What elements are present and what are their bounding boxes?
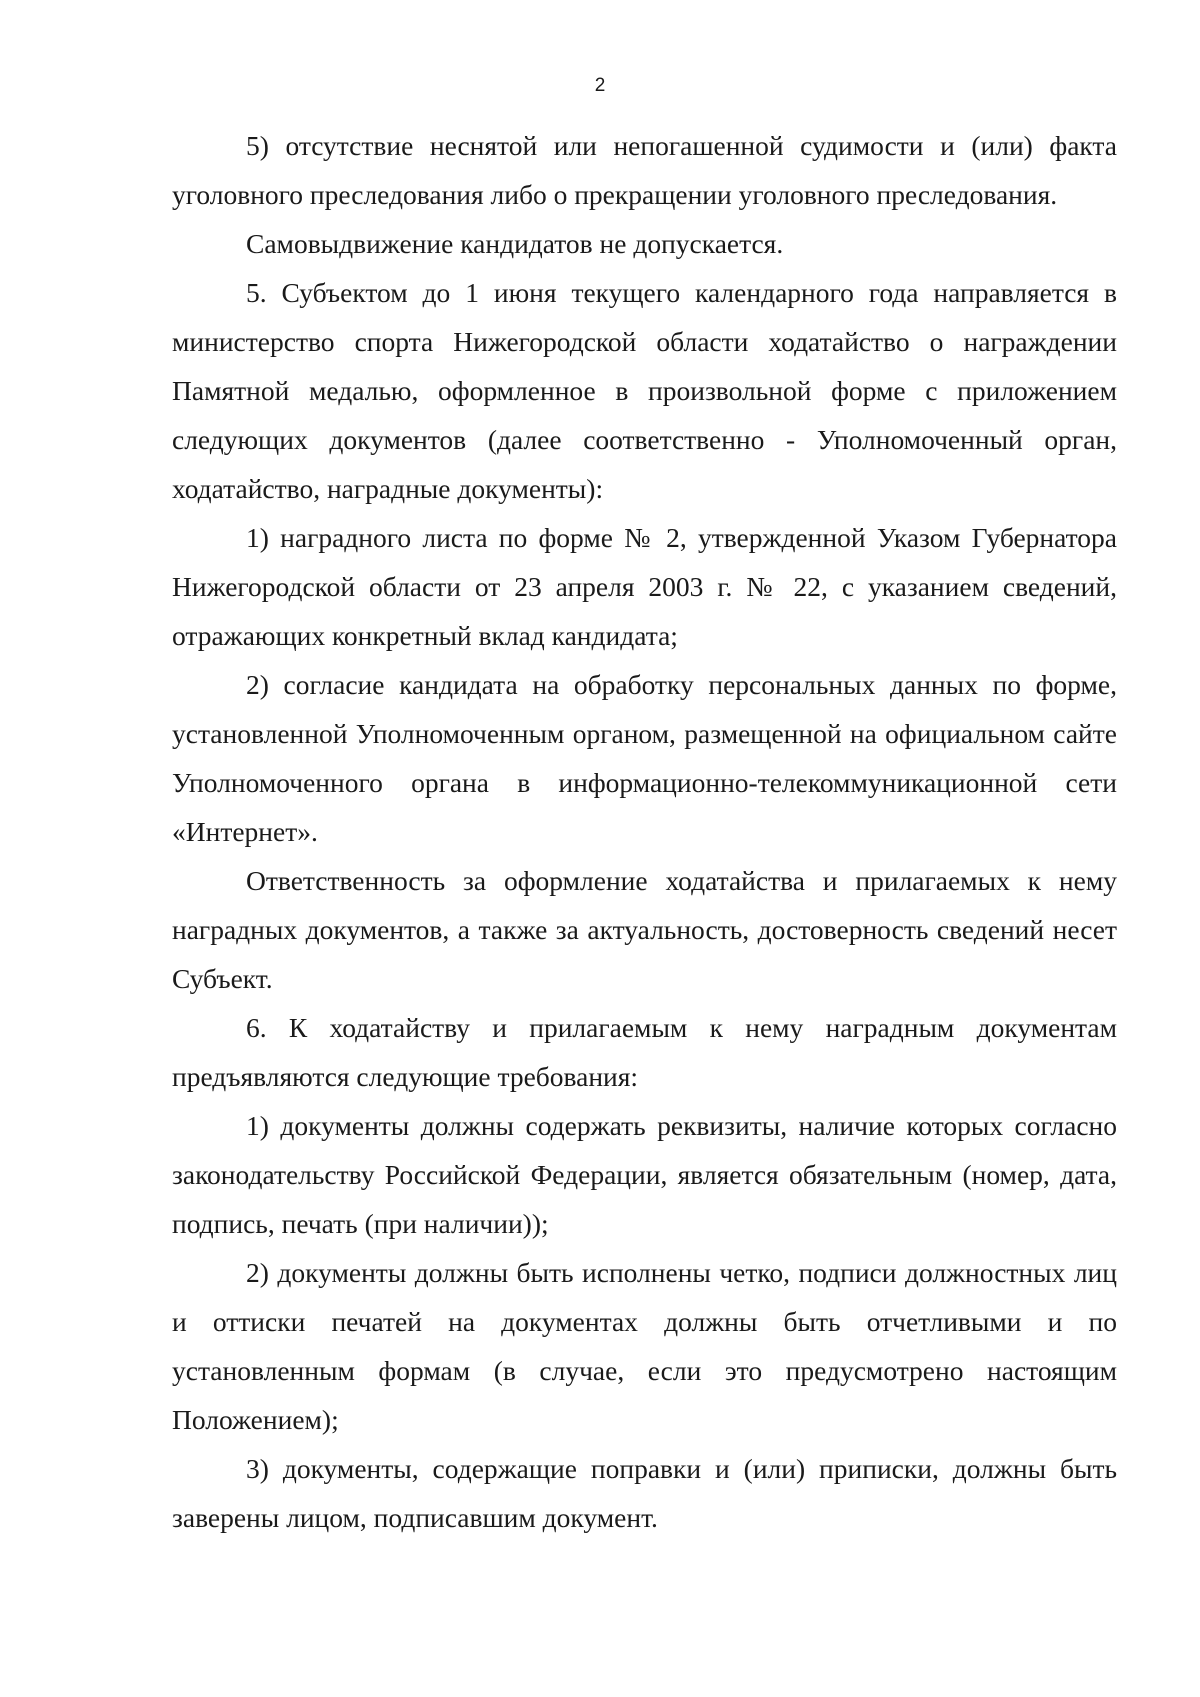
document-body — [172, 121, 1117, 1542]
paragraph-requirement-2: 2) документы должны быть исполнены четко, подписи должностных лиц и оттиски печатей на документах должны быть отчетливыми и по установленным формам (в случае, если это предусмотрено настоящим Положением); — [172, 1257, 1117, 1435]
paragraph-responsibility: Ответственность за оформление ходатайства и прилагаемых к нему наградных документов, а также за актуальность, достоверность сведений несет Субъект. — [172, 865, 1117, 994]
page-number: 2 — [594, 75, 606, 96]
paragraph-item-5-no-criminal-record: 5) отсутствие неснятой или непогашенной судимости и (или) факта уголовного преследования либо о прекращении уголовного преследования. — [172, 130, 1117, 210]
paragraph-requirement-1: 1) документы должны содержать реквизиты, наличие которых согласно законодательству Российской Федерации, является обязательным (номер, дата, подпись, печать (при наличии)); — [172, 1110, 1117, 1239]
paragraph-self-nomination: Самовыдвижение кандидатов не допускается. — [246, 228, 784, 259]
paragraph-personal-data-consent: 2) согласие кандидата на обработку персональных данных по форме, установленной Уполномоченным органом, размещенной на официальном сайте Уполномоченного органа в информационно-телекоммуникационной сети «Интернет». — [172, 669, 1117, 847]
paragraph-section-6-requirements: 6. К ходатайству и прилагаемым к нему наградным документам предъявляются следующие требования: — [172, 1012, 1117, 1092]
paragraph-award-sheet: 1) наградного листа по форме № 2, утвержденной Указом Губернатора Нижегородской области от 23 апреля 2003 г. № 22, с указанием сведений, отражающих конкретный вклад кандидата; — [172, 522, 1117, 651]
paragraph-section-5-petition: 5. Субъектом до 1 июня текущего календарного года направляется в министерство спорта Нижегородской области ходатайство о награждении Памятной медалью, оформленное в произвольной форме с приложением следующих документов (далее соответственно - Уполномоченный орган, ходатайство, наградные документы): — [172, 277, 1117, 504]
paragraph-requirement-3: 3) документы, содержащие поправки и (или) приписки, должны быть заверены лицом, подписавшим документ. — [172, 1453, 1117, 1533]
